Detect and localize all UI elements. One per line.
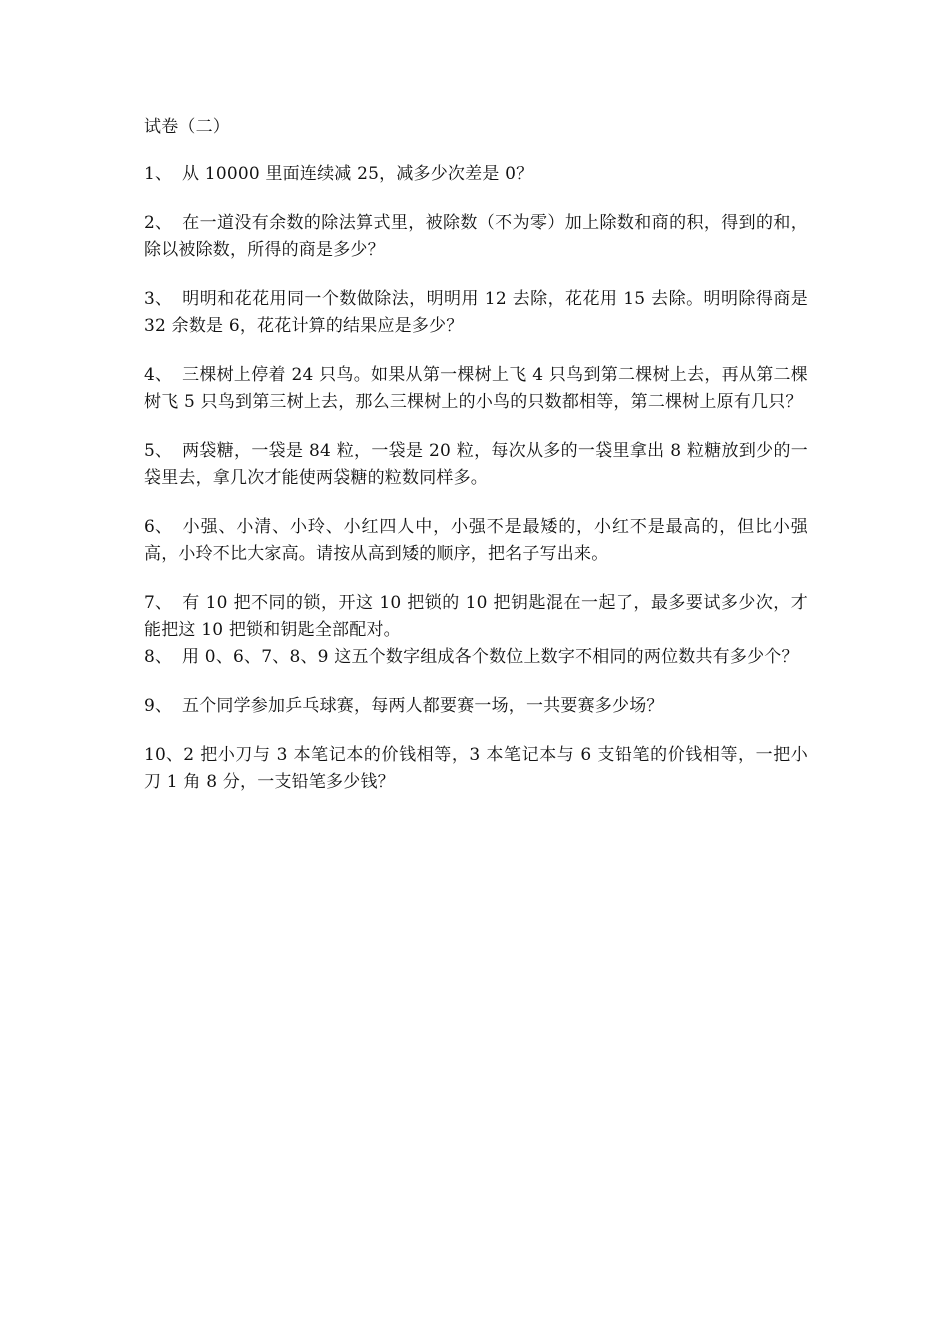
question-2 (144, 210, 808, 264)
question-text: 2 把小刀与 3 本笔记本的价钱相等，3 本笔记本与 6 支铅笔的价钱相等，一把小刀 1 角 8 分，一支铅笔多少钱？ (144, 745, 808, 792)
question-number: 6、 (144, 517, 173, 537)
question-9 (144, 693, 808, 720)
question-3 (144, 286, 808, 340)
question-number: 1、 (144, 164, 173, 184)
question-1 (144, 161, 808, 188)
question-text: 三棵树上停着 24 只鸟。如果从第一棵树上飞 4 只鸟到第二棵树上去，再从第二棵树飞 5 只鸟到第三树上去，那么三棵树上的小鸟的只数都相等，第二棵树上原有几只？ (144, 365, 808, 412)
question-number: 8、 (144, 647, 173, 667)
question-6 (144, 514, 808, 568)
question-7 (144, 590, 808, 644)
question-text: 在一道没有余数的除法算式里，被除数（不为零）加上除数和商的积，得到的和，除以被除数，所得的商是多少？ (144, 213, 808, 260)
page-title: 试卷（二） (144, 117, 230, 137)
question-number: 7、 (144, 593, 173, 613)
question-text: 明明和花花用同一个数做除法，明明用 12 去除，花花用 15 去除。明明除得商是 32 余数是 6，花花计算的结果应是多少？ (144, 289, 808, 336)
question-text: 从 10000 里面连续减 25，减多少次差是 0？ (182, 164, 534, 184)
question-text: 用 0、6、7、8、9 这五个数字组成各个数位上数字不相同的两位数共有多少个？ (182, 647, 799, 667)
question-10 (144, 742, 808, 796)
question-text: 五个同学参加乒乓球赛，每两人都要赛一场，一共要赛多少场？ (182, 696, 664, 716)
question-text: 有 10 把不同的锁，开这 10 把锁的 10 把钥匙混在一起了，最多要试多少次，才能把这 10 把锁和钥匙全部配对。 (144, 593, 808, 640)
document-body (144, 114, 808, 818)
question-number: 2、 (144, 213, 173, 233)
question-5 (144, 438, 808, 492)
question-text: 小强、小清、小玲、小红四人中，小强不是最矮的，小红不是最高的，但比小强高，小玲不比大家高。请按从高到矮的顺序，把名子写出来。 (144, 517, 808, 564)
question-8 (144, 644, 808, 671)
question-4 (144, 362, 808, 416)
question-number: 9、 (144, 696, 173, 716)
question-number: 10、 (144, 745, 184, 765)
question-number: 5、 (144, 441, 173, 461)
question-number: 4、 (144, 365, 173, 385)
question-text: 两袋糖，一袋是 84 粒，一袋是 20 粒，每次从多的一袋里拿出 8 粒糖放到少的一袋里去，拿几次才能使两袋糖的粒数同样多。 (144, 441, 808, 488)
question-number: 3、 (144, 289, 173, 309)
